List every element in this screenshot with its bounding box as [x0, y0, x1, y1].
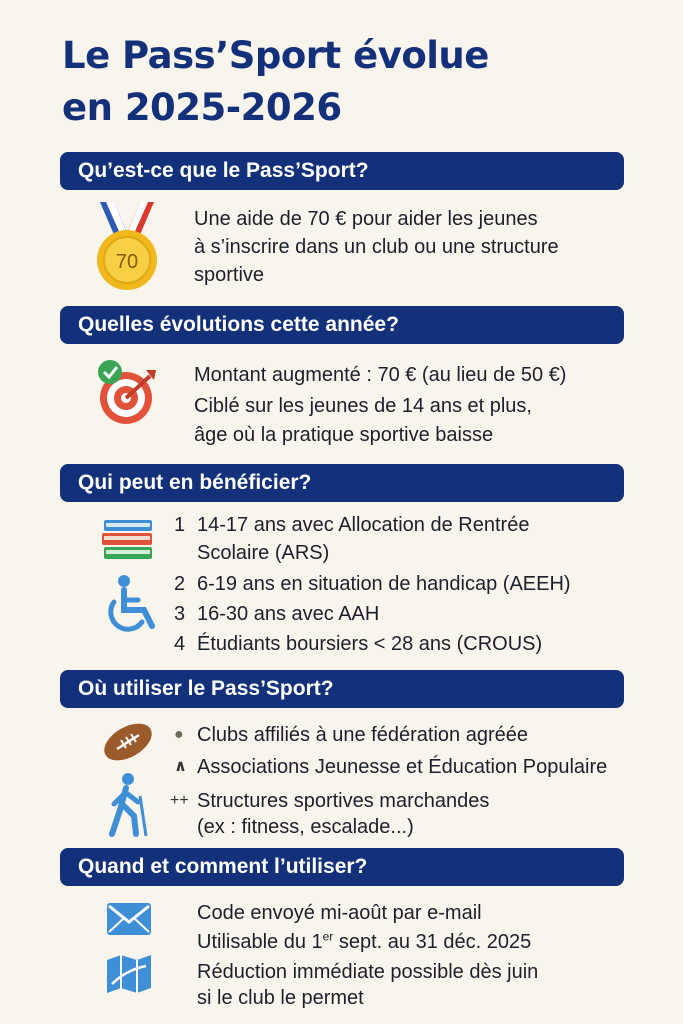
bullet-plus-icon: ++	[170, 792, 189, 809]
bullet-caret-icon: ∧	[174, 758, 187, 775]
section-heading-changes: Quelles évolutions cette année?	[60, 306, 624, 344]
envelope-icon	[106, 902, 152, 941]
who-item-3: 16-30 ans avec AAH	[197, 603, 380, 625]
what-line-3: sportive	[194, 264, 265, 286]
changes-line-3: âge où la pratique sportive baisse	[194, 424, 494, 446]
changes-line-2: Ciblé sur les jeunes de 14 ans et plus,	[194, 395, 532, 417]
wheelchair-icon	[100, 574, 160, 639]
when-line-3: Réduction immédiate possible dès juin	[197, 961, 539, 983]
gold-medal-icon	[92, 200, 162, 297]
section-heading-where: Où utiliser le Pass’Sport?	[60, 670, 624, 708]
where-item-1: Clubs affiliés à une fédération agréée	[197, 724, 528, 746]
who-number-3: 3	[174, 603, 186, 625]
what-line-1: Une aide de 70 € pour aider les jeunes	[194, 208, 538, 230]
title-line-1: Le Pass’Sport évolue	[62, 34, 489, 77]
target-check-icon	[96, 358, 160, 433]
map-icon	[106, 954, 152, 999]
who-item-4: Étudiants boursiers < 28 ans (CROUS)	[197, 633, 543, 655]
bullet-dot-icon: ●	[174, 726, 184, 743]
what-line-2: à s’inscrire dans un club ou une structure	[194, 236, 559, 258]
who-number-1: 1	[174, 514, 186, 536]
section-heading-who: Qui peut en bénéficier?	[60, 464, 624, 502]
books-icon	[100, 516, 156, 569]
section-heading-what: Qu’est-ce que le Pass’Sport?	[60, 152, 624, 190]
where-item-3-line-1: Structures sportives marchandes	[197, 790, 490, 812]
hiker-icon	[104, 772, 150, 843]
when-line-1: Code envoyé mi-août par e-mail	[197, 902, 482, 924]
rugby-ball-icon	[102, 718, 154, 771]
title-line-2: en 2025-2026	[62, 86, 342, 129]
where-item-3-line-2: (ex : fitness, escalade...)	[197, 816, 414, 838]
who-number-2: 2	[174, 573, 186, 595]
who-item-2: 6-19 ans en situation de handicap (AEEH)	[197, 573, 571, 595]
when-line-4: si le club le permet	[197, 987, 364, 1009]
when-line-2: Utilisable du 1er sept. au 31 déc. 2025	[197, 929, 532, 953]
who-item-1-line-2: Scolaire (ARS)	[197, 542, 330, 564]
changes-line-1: Montant augmenté : 70 € (au lieu de 50 €)	[194, 364, 567, 386]
who-item-1-line-1: 14-17 ans avec Allocation de Rentrée	[197, 514, 530, 536]
where-item-2: Associations Jeunesse et Éducation Populaire	[197, 756, 608, 778]
svg-text:70: 70	[115, 251, 139, 273]
who-number-4: 4	[174, 633, 186, 655]
section-heading-when: Quand et comment l’utiliser?	[60, 848, 624, 886]
